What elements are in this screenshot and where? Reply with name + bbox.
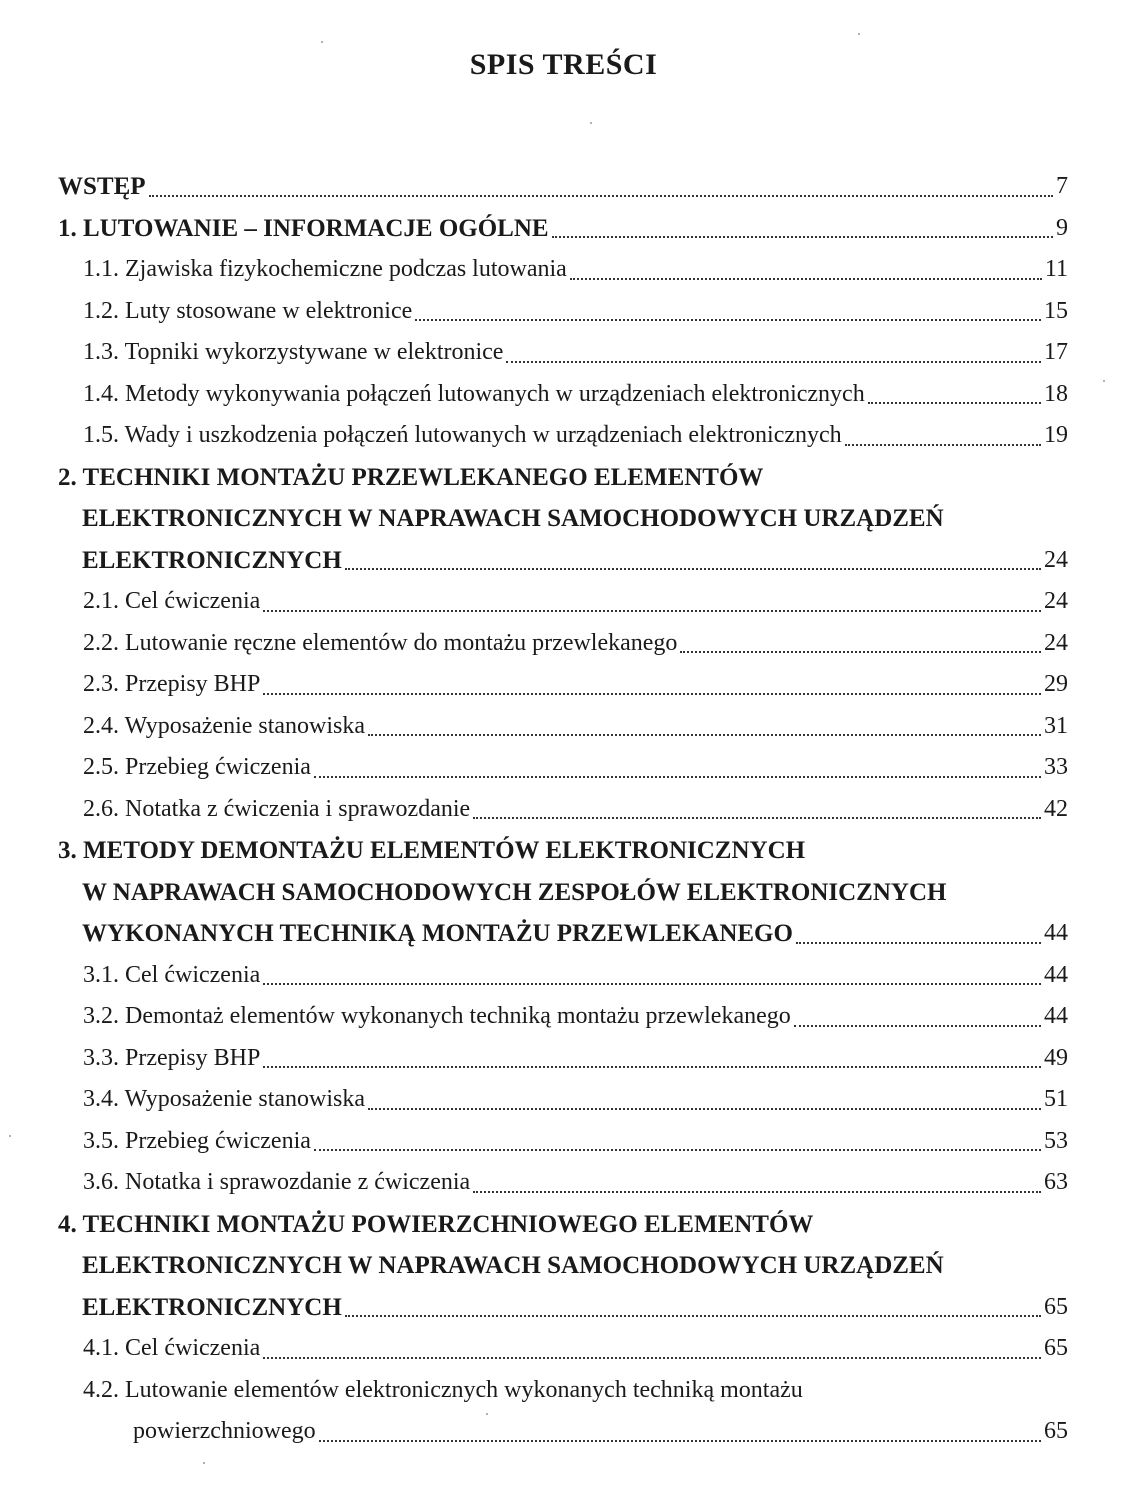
toc-entry-text: 1.2. Luty stosowane w elektronice bbox=[83, 297, 413, 324]
toc-entry-text: 2.5. Przebieg ćwiczenia bbox=[83, 754, 311, 780]
dot-leader bbox=[263, 1066, 1041, 1068]
dot-leader bbox=[845, 444, 1041, 446]
toc-entry-text: 3.1. Cel ćwiczenia bbox=[83, 961, 261, 988]
toc-chapter-row bbox=[58, 1287, 1068, 1329]
dot-leader bbox=[263, 693, 1041, 695]
toc-page-number: 19 bbox=[1044, 422, 1068, 448]
toc-page-number: 9 bbox=[1056, 214, 1068, 241]
scan-speck bbox=[9, 1135, 11, 1137]
scan-speck bbox=[321, 41, 323, 43]
scan-speck bbox=[203, 1462, 205, 1464]
toc-page-number: 24 bbox=[1044, 588, 1068, 614]
dot-leader bbox=[345, 1315, 1041, 1317]
page-title: SPIS TREŚCI bbox=[469, 48, 658, 81]
toc-entry-text: 3. METODY DEMONTAŻU ELEMENTÓW ELEKTRONICZNYCH bbox=[58, 837, 806, 864]
toc-section-row bbox=[58, 332, 1068, 374]
toc-entry-text: 2.1. Cel ćwiczenia bbox=[83, 588, 261, 614]
toc-entry-text: 3.2. Demontaż elementów wykonanych techniką montażu przewlekanego bbox=[83, 1003, 791, 1029]
toc-page-number: 31 bbox=[1044, 712, 1068, 739]
toc-entry-text: 1.1. Zjawiska fizykochemiczne podczas lutowania bbox=[83, 256, 567, 282]
toc-entry-text: 1.5. Wady i uszkodzenia połączeń lutowanych w urządzeniach elektronicznych bbox=[83, 422, 842, 448]
toc-entry-text: WSTĘP bbox=[58, 173, 146, 200]
toc-entry-text: 2.6. Notatka z ćwiczenia i sprawozdanie bbox=[83, 795, 471, 822]
dot-leader bbox=[868, 402, 1041, 404]
toc-page-number: 33 bbox=[1044, 754, 1068, 780]
toc-page-number: 63 bbox=[1044, 1169, 1068, 1195]
dot-leader bbox=[552, 236, 1053, 238]
toc-entry-text: 1.3. Topniki wykorzystywane w elektronice bbox=[83, 339, 504, 365]
toc-section-row bbox=[58, 623, 1068, 665]
toc-section-row bbox=[58, 249, 1068, 291]
toc-page-number: 44 bbox=[1044, 961, 1068, 988]
toc-entry-text: ELEKTRONICZNYCH W NAPRAWACH SAMOCHODOWYCH URZĄDZEŃ bbox=[82, 1252, 944, 1279]
toc-section-row bbox=[58, 581, 1068, 623]
dot-leader bbox=[680, 651, 1041, 653]
toc-section-row bbox=[58, 374, 1068, 416]
toc-section-row bbox=[58, 1162, 1068, 1204]
toc-page-number: 49 bbox=[1044, 1044, 1068, 1071]
dot-leader bbox=[314, 776, 1041, 778]
toc-chapter-row bbox=[58, 166, 1068, 208]
scan-speck bbox=[858, 33, 860, 35]
toc-entry-text: 2.3. Przepisy BHP bbox=[83, 671, 261, 697]
dot-leader bbox=[149, 195, 1053, 197]
toc-chapter-row bbox=[58, 1245, 1068, 1287]
toc-chapter-row bbox=[58, 1204, 1068, 1246]
toc-entry-text: 3.5. Przebieg ćwiczenia bbox=[83, 1127, 311, 1154]
toc-entry-text: 3.6. Notatka i sprawozdanie z ćwiczenia bbox=[83, 1169, 471, 1195]
toc-entry-text: ELEKTRONICZNYCH bbox=[82, 1293, 342, 1321]
toc-section-row bbox=[58, 1038, 1068, 1080]
toc-entry-text: W NAPRAWACH SAMOCHODOWYCH ZESPOŁÓW ELEKTRONICZNYCH bbox=[82, 878, 947, 906]
toc-page-number: 15 bbox=[1044, 297, 1068, 324]
dot-leader bbox=[506, 361, 1041, 363]
toc-page-number: 53 bbox=[1044, 1127, 1068, 1154]
toc-page-number: 24 bbox=[1044, 546, 1068, 573]
toc-section-row bbox=[58, 1370, 1068, 1412]
toc-page-number: 11 bbox=[1044, 256, 1068, 282]
dot-leader bbox=[473, 1191, 1041, 1193]
dot-leader bbox=[263, 610, 1041, 612]
toc-entry-text: 1. LUTOWANIE – INFORMACJE OGÓLNE bbox=[58, 214, 549, 242]
toc-page-number: 65 bbox=[1044, 1418, 1068, 1444]
toc-section-row bbox=[58, 789, 1068, 831]
dot-leader bbox=[345, 568, 1041, 570]
dot-leader bbox=[473, 817, 1041, 819]
toc-chapter-row bbox=[58, 830, 1068, 872]
toc-section-row bbox=[58, 706, 1068, 748]
toc-page-number: 44 bbox=[1044, 1003, 1068, 1029]
dot-leader bbox=[263, 983, 1041, 985]
scan-speck bbox=[1103, 380, 1105, 382]
dot-leader bbox=[319, 1440, 1041, 1442]
dot-leader bbox=[415, 319, 1041, 321]
toc-entry-text: 2.2. Lutowanie ręczne elementów do montażu przewlekanego bbox=[83, 629, 678, 656]
scan-speck bbox=[590, 122, 592, 124]
toc-page-number: 7 bbox=[1056, 173, 1068, 199]
dot-leader bbox=[368, 1108, 1041, 1110]
toc-entry-text: ELEKTRONICZNYCH W NAPRAWACH SAMOCHODOWYCH URZĄDZEŃ bbox=[82, 505, 944, 532]
toc-page-number: 18 bbox=[1044, 380, 1068, 407]
toc-page-number: 29 bbox=[1044, 671, 1068, 697]
toc-entry-text: 4. TECHNIKI MONTAŻU POWIERZCHNIOWEGO ELEMENTÓW bbox=[58, 1210, 814, 1238]
dot-leader bbox=[314, 1149, 1041, 1151]
toc-chapter-row bbox=[58, 457, 1068, 499]
toc-section-row bbox=[58, 955, 1068, 997]
toc-section-row bbox=[58, 291, 1068, 333]
toc-chapter-row bbox=[58, 208, 1068, 250]
toc-entry-text: 3.3. Przepisy BHP bbox=[83, 1044, 261, 1071]
toc-entry-text: powierzchniowego bbox=[133, 1418, 316, 1444]
dot-leader bbox=[263, 1357, 1041, 1359]
toc-chapter-row bbox=[58, 872, 1068, 914]
toc-section-row bbox=[58, 747, 1068, 789]
scan-speck bbox=[486, 1413, 488, 1415]
toc-section-row bbox=[58, 664, 1068, 706]
toc-section-row bbox=[58, 1411, 1068, 1453]
toc-entry-text: ELEKTRONICZNYCH bbox=[82, 546, 342, 574]
toc-entry-text: 4.1. Cel ćwiczenia bbox=[83, 1335, 261, 1361]
toc-entry-text: 2. TECHNIKI MONTAŻU PRZEWLEKANEGO ELEMENTÓW bbox=[58, 463, 764, 491]
toc-page-number: 65 bbox=[1044, 1335, 1068, 1361]
toc-section-row bbox=[58, 1121, 1068, 1163]
dot-leader bbox=[368, 734, 1041, 736]
toc-section-row bbox=[58, 415, 1068, 457]
toc-page-number: 42 bbox=[1044, 795, 1068, 822]
toc-entry-text: 2.4. Wyposażenie stanowiska bbox=[83, 712, 366, 739]
toc-entry-text: 4.2. Lutowanie elementów elektronicznych wykonanych techniką montażu bbox=[83, 1376, 803, 1403]
toc-entry-text: 3.4. Wyposażenie stanowiska bbox=[83, 1086, 366, 1112]
dot-leader bbox=[570, 278, 1042, 280]
toc-chapter-row bbox=[58, 498, 1068, 540]
toc-page-number: 65 bbox=[1044, 1293, 1068, 1320]
table-of-contents bbox=[58, 166, 1068, 1453]
toc-section-row bbox=[58, 1079, 1068, 1121]
toc-page-number: 24 bbox=[1044, 629, 1068, 656]
toc-section-row bbox=[58, 996, 1068, 1038]
dot-leader bbox=[794, 1025, 1041, 1027]
toc-chapter-row bbox=[58, 540, 1068, 582]
toc-page-number: 44 bbox=[1044, 920, 1068, 946]
dot-leader bbox=[796, 942, 1041, 944]
toc-entry-text: 1.4. Metody wykonywania połączeń lutowanych w urządzeniach elektronicznych bbox=[83, 380, 865, 407]
toc-entry-text: WYKONANYCH TECHNIKĄ MONTAŻU PRZEWLEKANEGO bbox=[82, 920, 793, 947]
toc-chapter-row bbox=[58, 913, 1068, 955]
toc-section-row bbox=[58, 1328, 1068, 1370]
toc-page-number: 17 bbox=[1044, 339, 1068, 365]
toc-page-number: 51 bbox=[1044, 1086, 1068, 1112]
